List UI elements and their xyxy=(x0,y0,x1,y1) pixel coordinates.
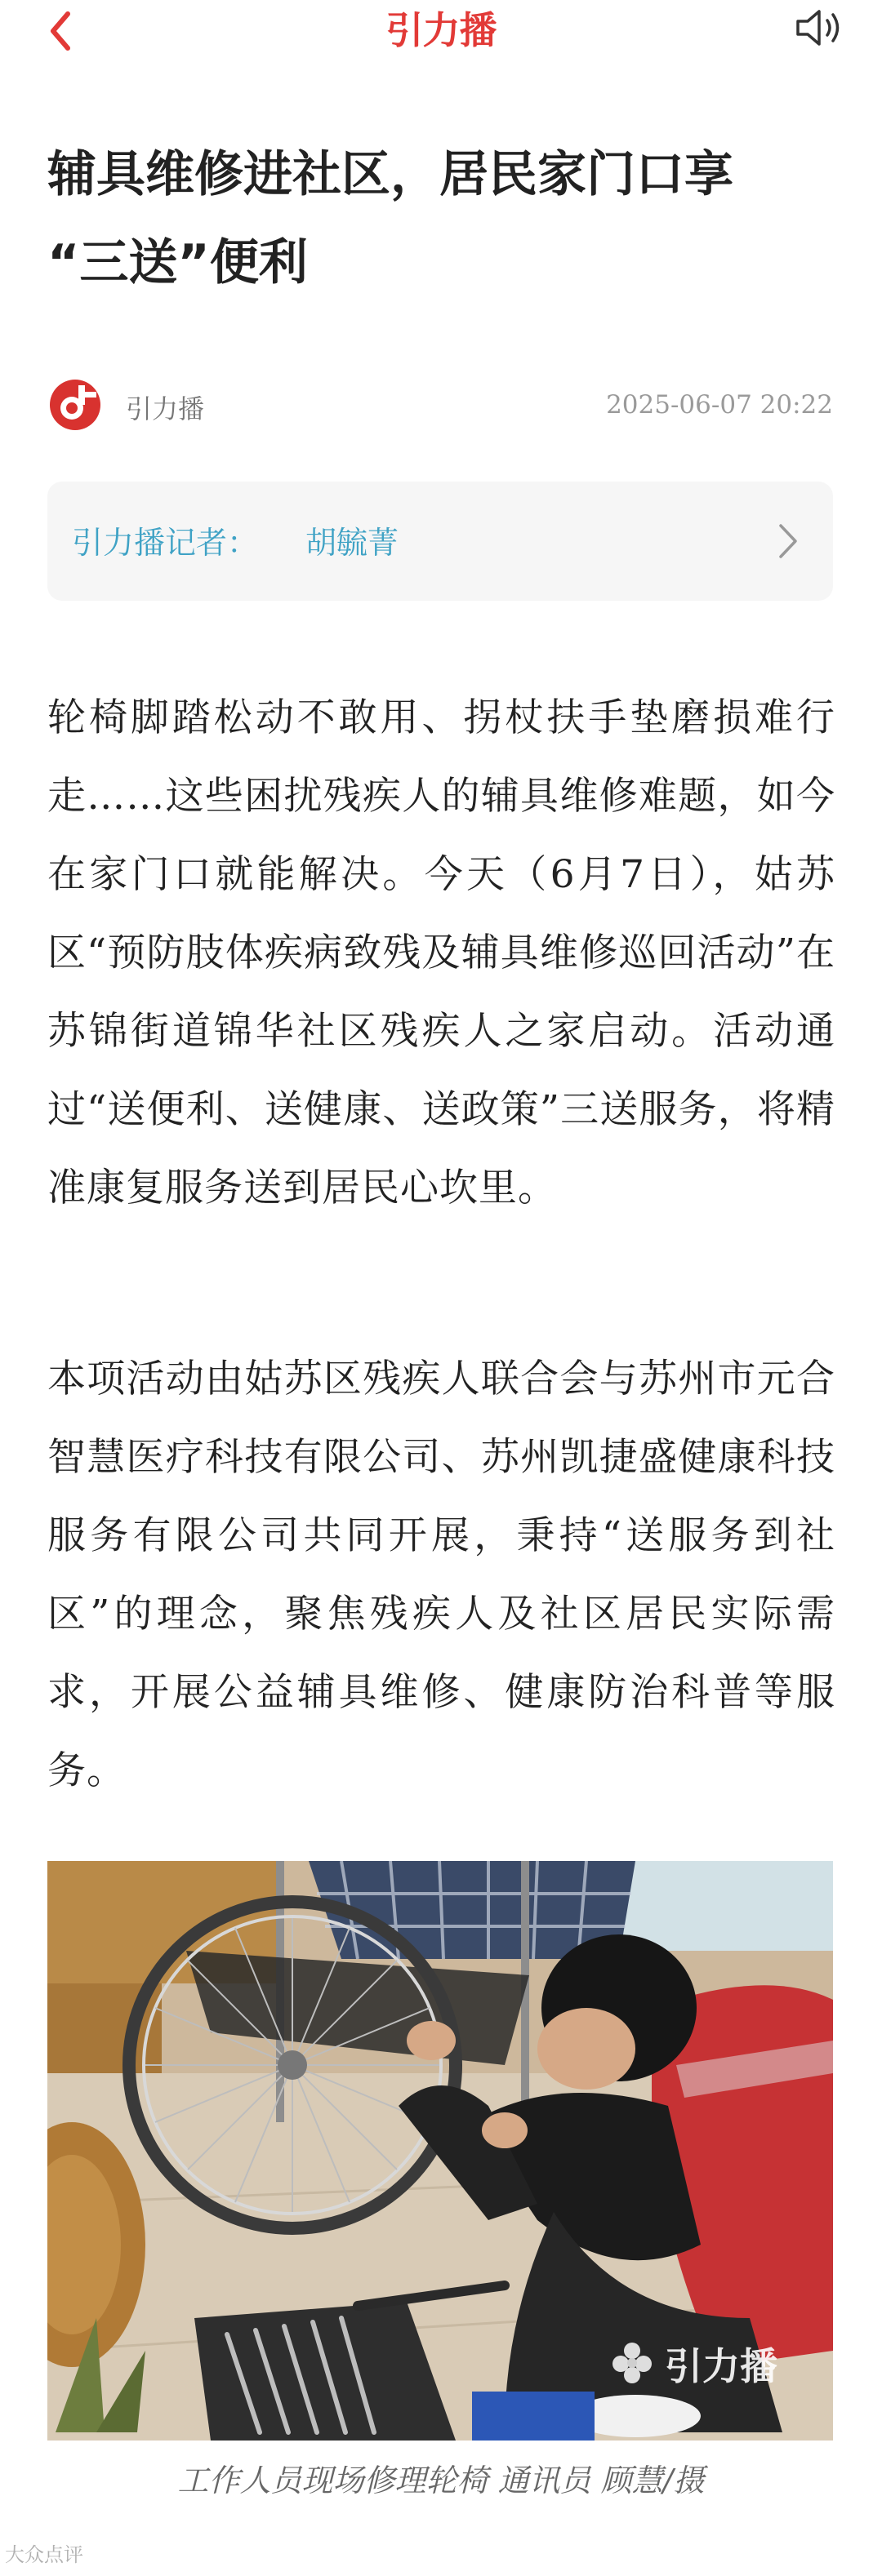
article-paragraph-2: 本项活动由姑苏区残疾人联合会与苏州市元合智慧医疗科技有限公司、苏州凯捷盛健康科技服务有限公司共同开展，秉持“送服务到社区”的理念，聚焦残疾人及社区居民实际需求，开展公益辅具维修、健康防治科普等服务。 xyxy=(47,1357,835,1793)
article-title xyxy=(47,131,848,307)
publish-time: 2025-06-07 20:22 xyxy=(606,390,833,420)
source-name[interactable]: 引力播 xyxy=(126,393,205,424)
chevron-right-icon xyxy=(771,519,804,563)
footer-watermark: 大众点评 xyxy=(5,2543,83,2566)
article-photo[interactable] xyxy=(47,1861,833,2441)
title-line-2: “三送”便利 xyxy=(47,234,308,291)
photo-illustration xyxy=(47,1861,833,2441)
brand-name: 引力播 xyxy=(385,8,497,52)
title-line-1: 辅具维修进社区，居民家门口享 xyxy=(47,146,733,203)
photo-caption: 工作人员现场修理轮椅 通讯员 顾慧/摄 xyxy=(177,2463,705,2498)
article-paragraph-1: 轮椅脚踏松动不敢用、拐杖扶手垫磨损难行走……这些困扰残疾人的辅具维修难题，如今在家门口就能解决。今天（6月7日），姑苏区“预防肢体疾病致残及辅具维修巡回活动”在苏锦街道锦华社区残疾人之家启动。活动通过“送便利、送健康、送政策”三送服务，将精准康复服务送到居民心坎里。 xyxy=(47,695,835,1210)
brand-logo xyxy=(359,2,523,54)
back-button[interactable] xyxy=(36,7,85,56)
source-avatar[interactable] xyxy=(47,377,103,433)
reporter-name: 胡毓菁 xyxy=(305,525,399,561)
yinlibo-logo-icon xyxy=(47,377,103,433)
speaker-icon xyxy=(795,7,845,49)
source-row xyxy=(47,377,833,436)
chevron-left-icon xyxy=(48,11,73,51)
top-bar xyxy=(0,0,882,69)
photo-watermark-text: 引力播 xyxy=(665,2344,777,2388)
reporter-label: 引力播记者： xyxy=(72,525,259,561)
audio-button[interactable] xyxy=(791,2,849,54)
reporter-card[interactable] xyxy=(47,482,833,601)
